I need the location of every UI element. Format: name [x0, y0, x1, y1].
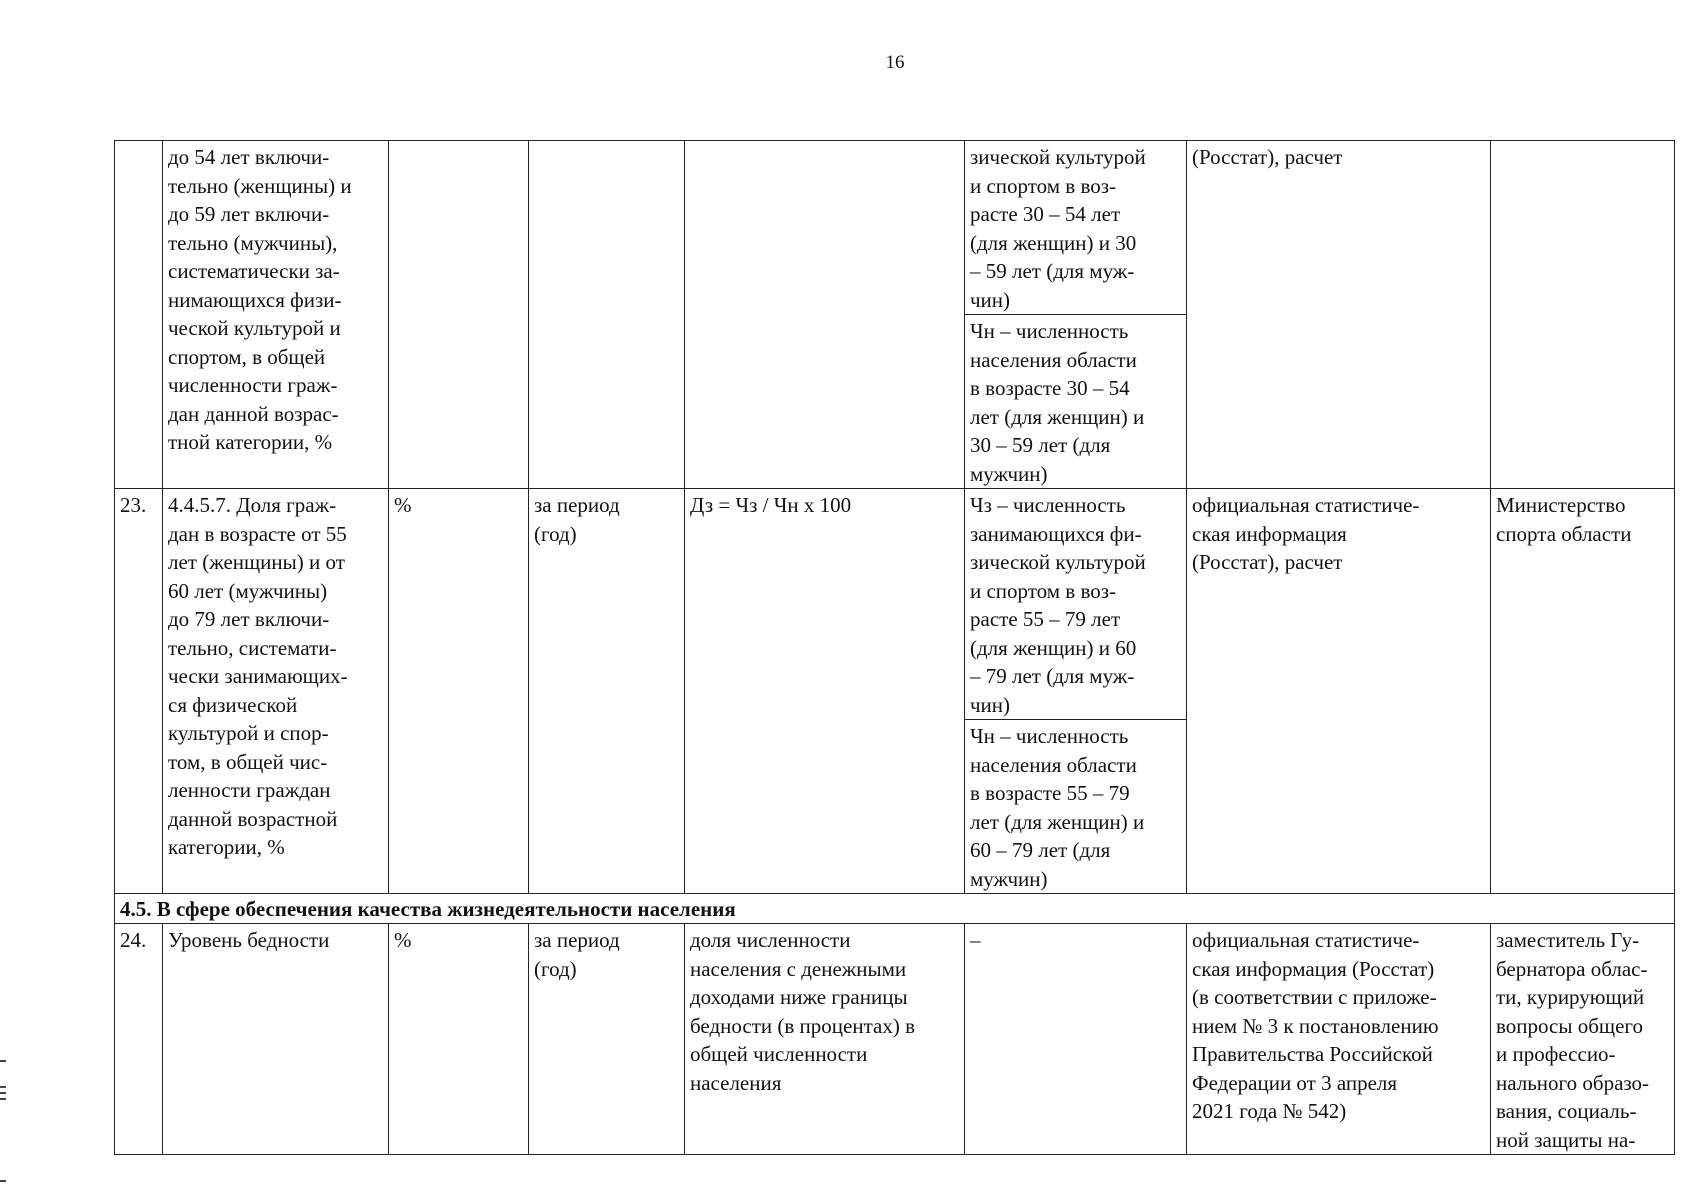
components-cell [965, 489, 1187, 894]
unit-cell: % [389, 924, 529, 1155]
formula-cell: доля численности населения с денежными доходами ниже границы бедности (в процентах) в общей численности населения [685, 924, 965, 1155]
components-cell [965, 141, 1187, 489]
unit-cell [389, 141, 529, 489]
scan-mark [0, 1086, 6, 1088]
components-cell: – [965, 924, 1187, 1155]
source-cell: (Росстат), расчет [1187, 141, 1491, 489]
section-heading: 4.5. В сфере обеспечения качества жизнедеятельности населения [115, 894, 1675, 924]
table-row [115, 141, 1675, 489]
period-cell: за период (год) [529, 924, 685, 1155]
table-row [115, 924, 1675, 1155]
row-number-cell [115, 141, 163, 489]
section-row [115, 894, 1675, 924]
scan-mark [0, 1180, 6, 1182]
component-block: зической культурой и спортом в воз- расте 30 – 54 лет (для женщин) и 30 – 59 лет (для муж- чин) [970, 145, 1146, 312]
indicator-cell: Уровень бедности [163, 924, 389, 1155]
scan-mark [0, 1098, 6, 1100]
formula-cell: Дз = Чз / Чн х 100 [685, 489, 965, 894]
component-block: Чн – численность населения области в возрасте 30 – 54 лет (для женщин) и 30 – 59 лет (для мужчин) [965, 314, 1186, 488]
indicator-table [114, 140, 1675, 1155]
formula-cell [685, 141, 965, 489]
component-block: Чз – численность занимающихся фи- зической культурой и спортом в воз- расте 55 – 79 лет (для женщин) и 60 – 79 лет (для муж- чин) [970, 493, 1146, 717]
row-number-cell: 24. [115, 924, 163, 1155]
period-cell [529, 141, 685, 489]
source-cell: официальная статистиче- ская информация (Росстат) (в соответствии с приложе- нием № 3 к постановлению Правительства Российской Федерации от 3 апреля 2021 года № 542) [1187, 924, 1491, 1155]
indicator-cell: до 54 лет включи- тельно (женщины) и до 59 лет включи- тельно (мужчины), систематически за- нимающихся физи- ческой культурой и спортом, в общей численности граж- дан данной возрас- тной категории, % [163, 141, 389, 489]
scan-mark [0, 1060, 6, 1062]
source-cell: официальная статистиче- ская информация (Росстат), расчет [1187, 489, 1491, 894]
table-row [115, 489, 1675, 894]
row-number-cell: 23. [115, 489, 163, 894]
unit-cell: % [389, 489, 529, 894]
component-block: Чн – численность населения области в возрасте 55 – 79 лет (для женщин) и 60 – 79 лет (для мужчин) [965, 719, 1186, 893]
responsible-cell [1491, 141, 1675, 489]
indicator-cell: 4.4.5.7. Доля граж- дан в возрасте от 55 лет (женщины) и от 60 лет (мужчины) до 79 лет включи- тельно, системати- чески занимающих- ся физической культурой и спор- том, в общей чис- ленности граждан данной возрастной категории, % [163, 489, 389, 894]
period-cell: за период (год) [529, 489, 685, 894]
page-number: 16 [885, 52, 905, 73]
responsible-cell: Министерство спорта области [1491, 489, 1675, 894]
responsible-cell: заместитель Гу- бернатора облас- ти, курирующий вопросы общего и профессио- нального образо- вания, социаль- ной защиты на- [1491, 924, 1675, 1155]
scan-mark [0, 1092, 6, 1094]
